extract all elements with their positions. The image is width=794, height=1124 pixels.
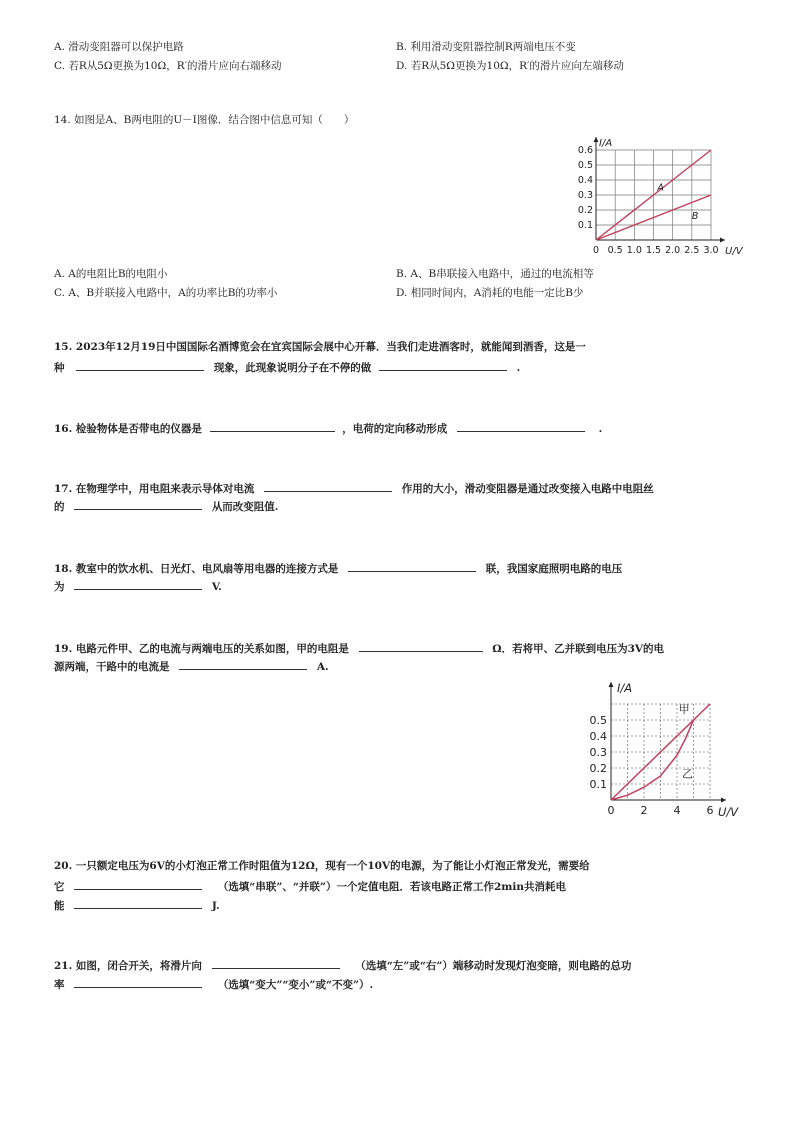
q14-option-c: C. A、B并联接入电路中，A的功率比B的功率小 — [54, 287, 278, 299]
q21-line1: 21. 如图，闭合开关，将滑片向 （选填“左”或“右”）端移动时发现灯泡变暗，则电路的总功 — [54, 957, 631, 973]
q20-line3: 能 J. — [54, 897, 220, 913]
q15-line1: 15. 2023年12月19日中国国际名酒博览会在宜宾国际会展中心开幕．当我们走进酒客时，就能闻到酒香，这是一 — [54, 341, 586, 353]
q21-blank-1[interactable] — [212, 957, 340, 969]
x-tick-label: 3.0 — [703, 245, 719, 256]
x-tick-label: 6 — [706, 804, 714, 817]
y-tick-label: 0.5 — [589, 714, 607, 727]
x-tick-label: 2 — [640, 804, 648, 817]
q14-option-a: A. A的电阻比B的电阻小 — [54, 268, 168, 280]
q20-line1: 20. 一只额定电压为6V的小灯泡正常工作时阻值为12Ω，现有一个10V的电源，为了能让小灯泡正常发光，需要给 — [54, 860, 590, 872]
q16-line: 16. 检验物体是否带电的仪器是 ，电荷的定向移动形成 . — [54, 420, 602, 436]
x-tick-label: 0.5 — [607, 245, 623, 256]
x-tick-label: 0 — [592, 245, 600, 256]
y-tick-label: 0.2 — [577, 205, 593, 216]
q15-line2: 种 现象，此现象说明分子在不停的做 . — [54, 359, 520, 375]
q17-line2: 的 从而改变阻值. — [54, 498, 278, 514]
q14-option-d: D. 相同时间内，A消耗的电能一定比B少 — [396, 287, 584, 299]
y-tick-label: 0.3 — [577, 190, 593, 201]
y-tick-label: 0.6 — [577, 145, 593, 156]
x-tick-label: 1.5 — [645, 245, 662, 256]
q18-blank-1[interactable] — [348, 560, 476, 572]
x-axis-label: U/V — [718, 805, 739, 818]
y-tick-label: 0.1 — [589, 778, 607, 791]
q13-option-d: D. 若R从5Ω更换为10Ω，R′的滑片应向左端移动 — [396, 60, 624, 72]
chart-ab-u-i — [560, 134, 750, 260]
q19-line1: 19. 电路元件甲、乙的电流与两端电压的关系如图，甲的电阻是 Ω．若将甲、乙并联到电压为3V的电 — [54, 640, 664, 656]
x-tick-label: 0 — [607, 804, 615, 817]
series-label-甲: 甲 — [678, 702, 690, 716]
q14-stem: 14. 如图是A、B两电阻的U－I图像．结合图中信息可知（ ） — [54, 114, 355, 126]
q17-blank-1[interactable] — [264, 480, 392, 492]
q16-blank-1[interactable] — [210, 420, 335, 432]
series-label-B: B — [691, 211, 699, 222]
q20-line2: 它 （选填“串联”、“并联”）一个定值电阻．若该电路正常工作2min共消耗电 — [54, 878, 566, 894]
y-tick-label: 0.3 — [589, 746, 607, 759]
q19-blank-2[interactable] — [179, 658, 307, 670]
q17-blank-2[interactable] — [74, 498, 202, 510]
y-tick-label: 0.2 — [589, 762, 607, 775]
q13-option-b: B. 利用滑动变阻器控制R两端电压不变 — [396, 41, 576, 53]
q19-blank-1[interactable] — [359, 640, 483, 652]
q13-option-a: A. 滑动变阻器可以保护电路 — [54, 41, 184, 53]
series-label-乙: 乙 — [681, 767, 693, 781]
x-axis-arrow — [721, 798, 726, 803]
q20-blank-2[interactable] — [74, 897, 202, 909]
q17-line1: 17. 在物理学中，用电阻来表示导体对电流 作用的大小，滑动变阻器是通过改变接入电路中电阻丝 — [54, 480, 654, 496]
q18-blank-2[interactable] — [74, 578, 202, 590]
q14-option-b: B. A、B串联接入电路中，通过的电流相等 — [396, 268, 594, 280]
x-axis-arrow — [720, 238, 725, 243]
y-tick-label: 0.5 — [577, 160, 593, 171]
y-tick-label: 0.4 — [577, 175, 593, 186]
y-axis-arrow — [594, 137, 599, 142]
x-axis-label: U/V — [725, 246, 743, 257]
series-label-A: A — [657, 182, 664, 194]
x-tick-label: 4 — [673, 804, 681, 817]
q13-option-c: C. 若R从5Ω更换为10Ω，R′的滑片应向右端移动 — [54, 60, 282, 72]
y-tick-label: 0.4 — [589, 730, 607, 743]
q21-line2: 率 （选填“变大”“变小”或“不变”）. — [54, 976, 373, 992]
q15-blank-2[interactable] — [379, 359, 507, 371]
y-axis-arrow — [609, 682, 614, 687]
q21-blank-2[interactable] — [74, 976, 202, 988]
y-axis-label: I/A — [617, 681, 633, 695]
q18-line1: 18. 教室中的饮水机、日光灯、电风扇等用电器的连接方式是 联，我国家庭照明电路的电压 — [54, 560, 622, 576]
q15-blank-1[interactable] — [76, 359, 204, 371]
q16-blank-2[interactable] — [457, 420, 585, 432]
y-axis-label: I/A — [599, 138, 613, 149]
x-tick-label: 2.5 — [684, 245, 700, 256]
q19-line2: 源两端，干路中的电流是 A. — [54, 658, 329, 674]
chart-jia-yi-u-i — [588, 678, 748, 818]
q18-line2: 为 V. — [54, 578, 222, 594]
y-tick-label: 0.1 — [577, 220, 593, 231]
q20-blank-1[interactable] — [74, 878, 202, 890]
x-tick-label: 2.0 — [665, 245, 681, 256]
x-tick-label: 1.0 — [626, 245, 642, 256]
